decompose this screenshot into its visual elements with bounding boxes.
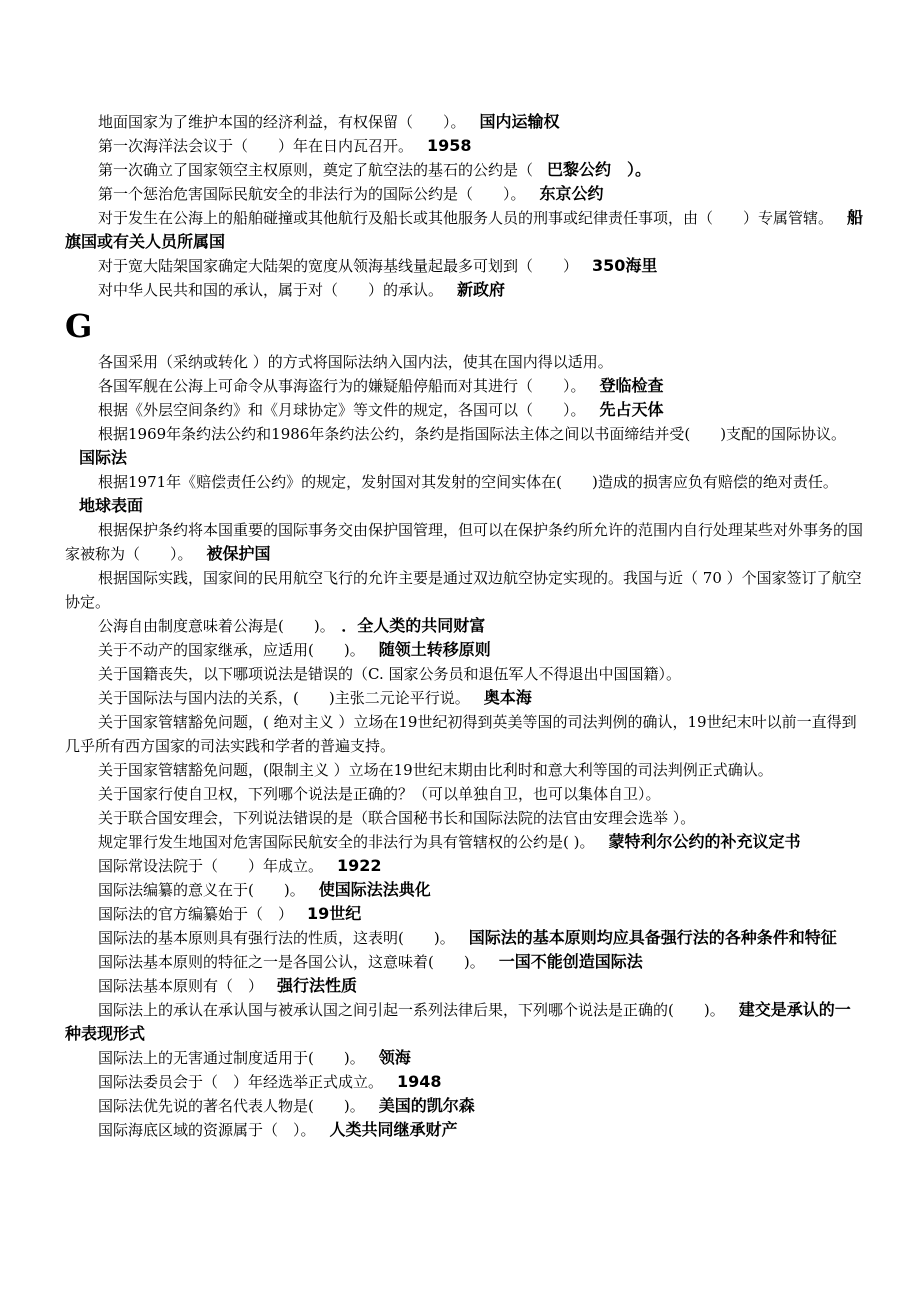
document-body xyxy=(65,110,865,1142)
question-text: 第一次确立了国家领空主权原则，奠定了航空法的基石的公约是（ xyxy=(98,161,534,179)
section-g xyxy=(65,350,865,1142)
question-item xyxy=(65,614,865,638)
answer-text: 先占天体 xyxy=(599,400,664,419)
question-text: 国际法优先说的著名代表人物是( )。 xyxy=(98,1097,365,1115)
question-text: 国际常设法院于（ ）年成立。 xyxy=(98,857,324,875)
section-f xyxy=(65,110,865,302)
question-item xyxy=(65,902,865,926)
question-text: 国际法的基本原则具有强行法的性质，这表明( )。 xyxy=(98,929,455,947)
question-item xyxy=(65,1118,865,1142)
question-item xyxy=(65,974,865,998)
section-letter-g: G xyxy=(65,307,93,345)
question-text: 对于宽大陆架国家确定大陆架的宽度从领海基线量起最多可划到（ ） xyxy=(98,257,579,275)
answer-text: 随领土转移原则 xyxy=(378,640,491,659)
question-item xyxy=(65,158,865,182)
question-item xyxy=(65,206,865,254)
question-item xyxy=(65,854,865,878)
answer-text: 1948 xyxy=(397,1072,442,1091)
answer-text: 船旗国或有关人员所属国 xyxy=(65,208,864,251)
question-text: 各国采用（采纳或转化 ）的方式将国际法纳入国内法，使其在国内得以适用。 xyxy=(98,353,613,371)
question-text: 国际法编纂的意义在于( )。 xyxy=(98,881,305,899)
question-text: 关于国家管辖豁免问题，( 绝对主义 ）立场在19世纪初得到英美等国的司法判例的确认，19世纪末叶以前一直得到几乎所有西方国家的司法实践和学者的普遍支持。 xyxy=(65,713,857,755)
question-item xyxy=(65,998,865,1046)
question-item xyxy=(65,782,865,806)
question-text: 各国军舰在公海上可命令从事海盗行为的嫌疑船停船而对其进行（ ）。 xyxy=(98,377,586,395)
question-item xyxy=(65,950,865,974)
question-text: 关于国际法与国内法的关系，( )主张二元论平行说。 xyxy=(98,689,470,707)
question-text: 对于发生在公海上的船舶碰撞或其他航行及船长或其他服务人员的刑事或纪律责任事项，由（ ）专属管辖。 xyxy=(98,209,834,227)
question-text: 根据保护条约将本国重要的国际事务交由保护国管理，但可以在保护条约所允许的范围内自行处理某些对外事务的国家被称为（ ）。 xyxy=(65,521,864,563)
question-item xyxy=(65,686,865,710)
answer-text: 人类共同继承财产 xyxy=(329,1120,458,1139)
question-item xyxy=(65,566,865,614)
answer-text: 登临检查 xyxy=(599,376,664,395)
answer-text: 美国的凯尔森 xyxy=(378,1096,475,1115)
question-item xyxy=(65,878,865,902)
answer-text: 国内运输权 xyxy=(479,112,560,131)
answer-text: 地球表面 xyxy=(79,496,144,515)
question-item xyxy=(65,254,865,278)
question-item xyxy=(65,134,865,158)
question-text: 国际法基本原则有（ ） xyxy=(98,977,264,995)
answer-text: 1958 xyxy=(427,136,472,155)
answer-text: 被保护国 xyxy=(206,544,271,563)
question-item xyxy=(65,830,865,854)
question-text: 国际法上的承认在承认国与被承认国之间引起一系列法律后果，下列哪个说法是正确的( )。 xyxy=(98,1001,725,1019)
question-item xyxy=(65,110,865,134)
question-item xyxy=(65,710,865,758)
question-item xyxy=(65,398,865,422)
question-item xyxy=(65,1046,865,1070)
question-text: 国际海底区域的资源属于（ ）。 xyxy=(98,1121,316,1139)
question-text: 国际法上的无害通过制度适用于( )。 xyxy=(98,1049,365,1067)
question-text: 根据《外层空间条约》和《月球协定》等文件的规定，各国可以（ ）。 xyxy=(98,401,586,419)
answer-text: 1922 xyxy=(337,856,382,875)
answer-text: ．全人类的共同财富 xyxy=(341,616,486,635)
question-text: 国际法委员会于（ ）年经选举正式成立。 xyxy=(98,1073,384,1091)
answer-text: 新政府 xyxy=(457,280,506,299)
answer-text: 350海里 xyxy=(592,256,658,275)
question-text: 关于国家行使自卫权，下列哪个说法是正确的？（可以单独自卫，也可以集体自卫）。 xyxy=(98,785,661,803)
question-item xyxy=(65,926,865,950)
question-text: 根据1969年条约法公约和1986年条约法公约，条约是指国际法主体之间以书面缔结并受( )支配的国际协议。 xyxy=(98,425,847,443)
question-text: 关于不动产的国家继承，应适用( )。 xyxy=(98,641,365,659)
question-item xyxy=(65,1070,865,1094)
question-text: 规定罪行发生地国对危害国际民航安全的非法行为具有管辖权的公约是( )。 xyxy=(98,833,595,851)
answer-text: 使国际法法典化 xyxy=(318,880,431,899)
question-item xyxy=(65,518,865,566)
answer-text: 东京公约 xyxy=(539,184,604,203)
question-text: 第一个惩治危害国际民航安全的非法行为的国际公约是（ ）。 xyxy=(98,185,526,203)
question-item xyxy=(65,470,865,518)
question-text: 对中华人民共和国的承认，属于对（ ）的承认。 xyxy=(98,281,444,299)
question-item xyxy=(65,374,865,398)
question-item xyxy=(65,278,865,302)
answer-text: 巴黎公约 ）。 xyxy=(547,160,652,179)
question-text: 公海自由制度意味着公海是( )。 xyxy=(98,617,328,635)
question-item xyxy=(65,422,865,470)
question-text: 根据1971年《赔偿责任公约》的规定，发射国对其发射的空间实体在( )造成的损害应负有赔偿的绝对责任。 xyxy=(98,473,838,491)
question-text: 关于国家管辖豁免问题，(限制主义 ）立场在19世纪末期由比利时和意大利等国的司法判例正式确认。 xyxy=(98,761,773,779)
question-item xyxy=(65,662,865,686)
question-text: 地面国家为了维护本国的经济利益，有权保留（ ）。 xyxy=(98,113,466,131)
answer-text: 19世纪 xyxy=(307,904,362,923)
question-text: 第一次海洋法会议于（ ）年在日内瓦召开。 xyxy=(98,137,414,155)
question-item xyxy=(65,758,865,782)
question-item xyxy=(65,638,865,662)
question-text: 国际法的官方编纂始于（ ） xyxy=(98,905,294,923)
question-text: 国际法基本原则的特征之一是各国公认，这意味着( )。 xyxy=(98,953,485,971)
question-text: 关于国籍丧失，以下哪项说法是错误的（C. 国家公务员和退伍军人不得退出中国国籍）。 xyxy=(98,665,681,683)
question-text: 根据国际实践，国家间的民用航空飞行的允许主要是通过双边航空协定实现的。我国与近（ 70 ）个国家签订了航空协定。 xyxy=(65,569,862,611)
answer-text: 建交是承认的一种表现形式 xyxy=(65,1000,851,1043)
answer-text: 奥本海 xyxy=(483,688,532,707)
question-item xyxy=(65,806,865,830)
question-item xyxy=(65,182,865,206)
answer-text: 国际法 xyxy=(79,448,128,467)
question-item xyxy=(65,1094,865,1118)
answer-text: 领海 xyxy=(378,1048,411,1067)
answer-text: 强行法性质 xyxy=(277,976,358,995)
answer-text: 国际法的基本原则均应具备强行法的各种条件和特征 xyxy=(468,928,837,947)
question-text: 关于联合国安理会，下列说法错误的是（联合国秘书长和国际法院的法官由安理会选举 ）。 xyxy=(98,809,696,827)
answer-text: 蒙特利尔公约的补充议定书 xyxy=(608,832,801,851)
answer-text: 一国不能创造国际法 xyxy=(498,952,643,971)
question-item xyxy=(65,350,865,374)
